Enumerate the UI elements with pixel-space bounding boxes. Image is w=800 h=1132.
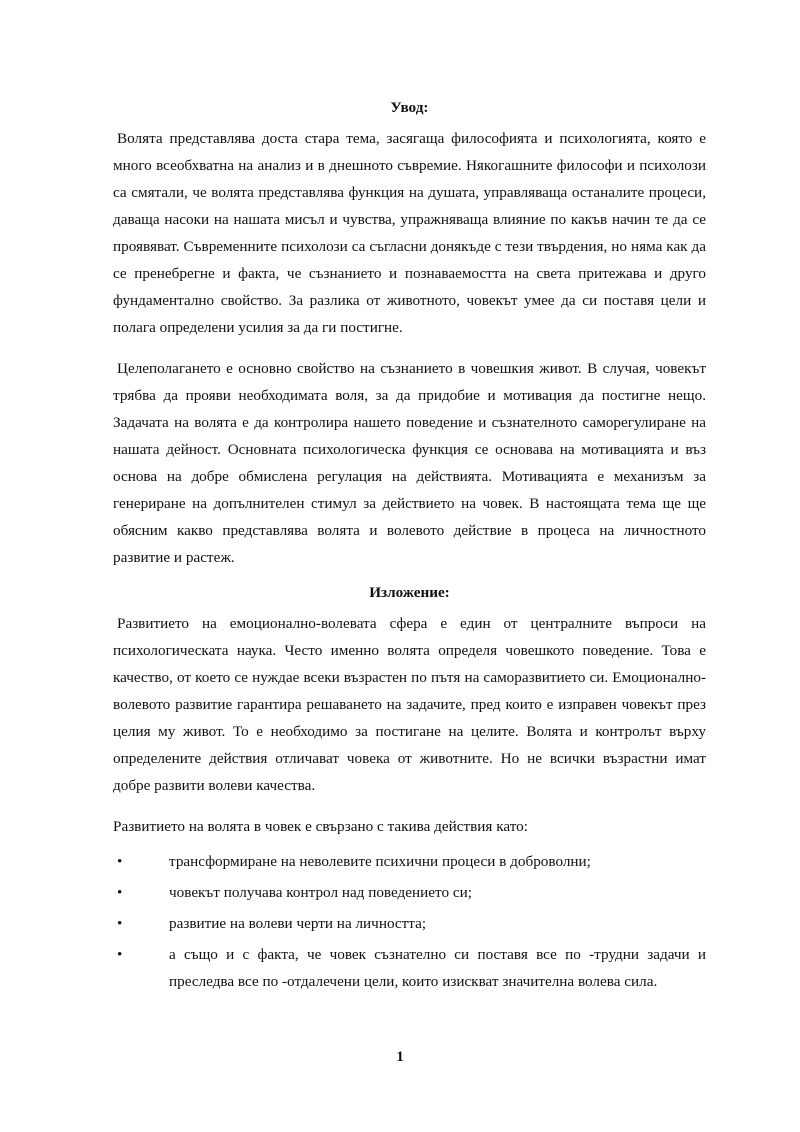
bullet-icon: • [117, 853, 123, 870]
page-number: 1 [396, 1048, 404, 1065]
list-item-text: а също и с факта, че човек съзнателно си поставя все по -трудни задачи и преследва все по -отдалечени цели, които изискват значителна волева сила. [169, 946, 706, 990]
list-item [113, 941, 706, 995]
bullet-icon: • [117, 884, 123, 901]
bullet-icon: • [117, 915, 123, 932]
bullet-list [113, 848, 706, 995]
heading-body: Изложение: [369, 584, 450, 601]
list-item-text: трансформиране на неволевите психични процеси в доброволни; [169, 853, 591, 870]
list-item [113, 910, 706, 937]
heading-intro: Увод: [390, 99, 429, 116]
intro-paragraph-1: Волята представлява доста стара тема, засягаща философията и психологията, която е много всеобхватна на анализ и в днешното съвремие. Някогашните философи и психолози са смятали, че волята представлява функция на душата, управляваща останалите процеси, даваща насоки на нашата мисъл и чувства, упражняваща влияние по какъв начин те да се проявяват. Съвременните психолози са съгласни донякъде с тези твърдения, но няма как да се пренебрегне и факта, че съзнанието и познаваемостта на света притежава и друго фундаментално свойство. За разлика от животното, човекът умее да си поставя цели и полага определени усилия за да ги постигне. [113, 130, 706, 336]
page-content [113, 94, 706, 999]
list-item [113, 848, 706, 875]
list-item-text: човекът получава контрол над поведението си; [169, 884, 472, 901]
list-item-text: развитие на волеви черти на личността; [169, 915, 427, 932]
bullet-icon: • [117, 946, 123, 963]
body-paragraph: Развитието на емоционално-волевата сфера е един от централните въпроси на психологическата наука. Често именно волята определя човешкото поведение. Това е качество, от което се нуждае всеки възрастен по пътя на саморазвитието си. Емоционално-волевото развитие гарантира решаването на задачите, пред които е изправен човекът през целия му живот. То е необходимо за постигане на целите. Волята и контролът върху определените действия отличават човека от животните. Но не всички възрастни имат добре развити волеви качества. [113, 615, 706, 794]
list-intro: Развитието на волята в човек е свързано с такива действия като: [113, 818, 528, 835]
list-item [113, 879, 706, 906]
intro-paragraph-2: Целеполагането е основно свойство на съзнанието в човешкия живот. В случая, човекът трябва да прояви необходимата воля, за да придобие и мотивация да постигне нещо. Задачата на волята е да контролира нашето поведение и съзнателното саморегулиране на нашата дейност. Основната психологическа функция се основава на мотивацията и въз основа на добре обмислена регулация на действията. Мотивацията е механизъм за генериране на допълнителен стимул за действието на човек. В настоящата тема ще ще обясним какво представлява волята и волевото действие в процеса на личностното развитие и растеж. [113, 360, 706, 566]
